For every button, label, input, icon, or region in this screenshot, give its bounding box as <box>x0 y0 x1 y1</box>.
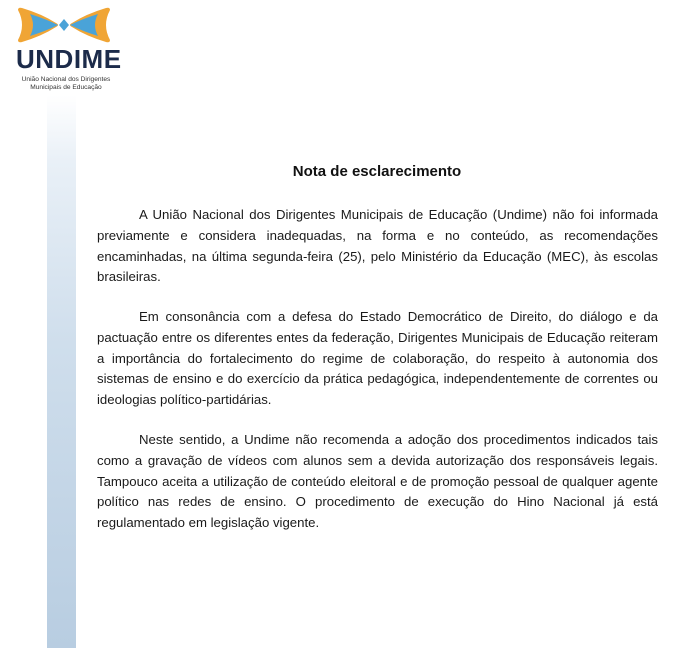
document-title: Nota de esclarecimento <box>292 163 462 180</box>
paragraph-3: Neste sentido, a Undime não recomenda a adoção dos procedimentos indicados tais como a gravação de vídeos com alunos sem a devida autorização dos responsáveis legais. Tampouco aceita a utilização de conteúdo eleitoral e de promoção pessoal de qualquer agente político nas redes de ensino. O procedimento de execução do Hino Nacional já está regulamentado em legislação vigente. <box>97 432 658 531</box>
undime-logo-mark-icon <box>16 6 112 44</box>
undime-logo-subtitle-line-1: União Nacional dos Dirigentes <box>21 76 111 83</box>
undime-logo <box>12 6 122 92</box>
paragraph-2: Em consonância com a defesa do Estado Democrático de Direito, do diálogo e da pactuação entre os diferentes entes da federação, Dirigentes Municipais de Educação reiteram a importância do fortalecimento do regime de colaboração, do respeito à autonomia dos sistemas de ensino e do exercício da prática pedagógica, independentemente de correntes ou ideologias político-partidárias. <box>97 309 658 408</box>
paragraph-1: A União Nacional dos Dirigentes Municipais de Educação (Undime) não foi informada previamente e considera inadequadas, na forma e no conteúdo, as recomendações encaminhadas, na última segunda-feira (25), pelo Ministério da Educação (MEC), às escolas brasileiras. <box>97 207 658 285</box>
decorative-side-bar <box>47 95 76 648</box>
undime-logo-subtitle-line-2: Municipais de Educação <box>30 84 102 91</box>
undime-logo-wordmark: UNDIME <box>16 44 122 74</box>
